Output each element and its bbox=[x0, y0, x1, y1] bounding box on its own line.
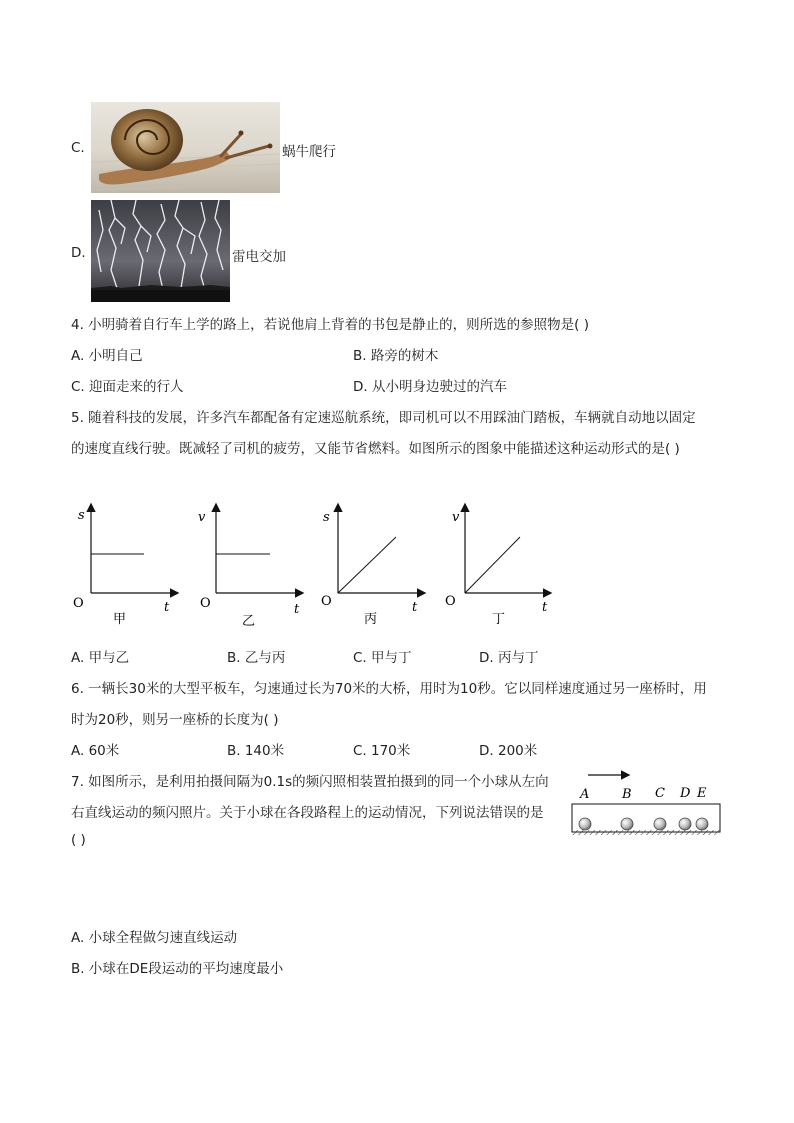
graph-ding-line bbox=[465, 537, 520, 593]
q5-option-b: B. 乙与丙 bbox=[227, 650, 286, 666]
graph-yi-caption: 乙 bbox=[242, 614, 256, 629]
graph-bing-origin: O bbox=[321, 594, 332, 609]
q4-option-c: C. 迎面走来的行人 bbox=[71, 379, 184, 395]
graph-bing bbox=[321, 505, 424, 627]
q6-option-c: C. 170米 bbox=[353, 743, 411, 759]
q5-graphs bbox=[60, 495, 560, 635]
q6-option-d: D. 200米 bbox=[479, 743, 538, 759]
snail-picture bbox=[91, 102, 280, 193]
option-c-letter: C. bbox=[71, 140, 85, 156]
ball-c bbox=[654, 818, 666, 830]
graph-bing-caption: 丙 bbox=[364, 612, 378, 627]
q5-stem-line2: 的速度直线行驶。既减轻了司机的疲劳，又能节省燃料。如图所示的图象中能描述这种运动形式的是( ) bbox=[71, 441, 680, 457]
option-c-caption: 蜗牛爬行 bbox=[282, 144, 336, 160]
q6-option-b: B. 140米 bbox=[227, 743, 285, 759]
q7-option-b: B. 小球在DE段运动的平均速度最小 bbox=[71, 961, 284, 977]
graph-jia bbox=[73, 505, 177, 627]
q5-option-d: D. 丙与丁 bbox=[479, 650, 539, 666]
q4-option-b: B. 路旁的树木 bbox=[353, 348, 439, 364]
q6-stem-line1: 6. 一辆长30米的大型平板车，匀速通过长为70米的大桥，用时为10秒。它以同样速度通过另一座桥时，用 bbox=[71, 681, 707, 697]
graph-ding-xlabel: t bbox=[542, 600, 548, 615]
graph-ding-origin: O bbox=[445, 594, 456, 609]
ball-b bbox=[621, 818, 633, 830]
track-ground bbox=[572, 830, 720, 835]
label-e: E bbox=[697, 786, 707, 801]
ball-d bbox=[679, 818, 691, 830]
q5-stem-line1: 5. 随着科技的发展，许多汽车都配备有定速巡航系统，即司机可以不用踩油门踏板，车辆就自动地以固定 bbox=[71, 410, 696, 426]
lightning-image bbox=[91, 200, 230, 302]
q4-option-d: D. 从小明身边驶过的汽车 bbox=[353, 379, 507, 395]
graph-ding-ylabel: v bbox=[452, 510, 460, 525]
q5-option-c: C. 甲与丁 bbox=[353, 650, 412, 666]
graph-jia-ylabel: s bbox=[78, 508, 85, 523]
q6-option-a: A. 60米 bbox=[71, 743, 120, 759]
graph-ding-caption: 丁 bbox=[492, 612, 506, 627]
graph-bing-line bbox=[338, 537, 396, 593]
q7-stem-line3: ( ) bbox=[71, 832, 86, 848]
label-a: A bbox=[580, 787, 590, 802]
q7-stem-line1: 7. 如图所示，是利用拍摄间隔为0.1s的频闪照相装置拍摄到的同一个小球从左向 bbox=[71, 774, 549, 790]
graph-jia-origin: O bbox=[73, 596, 84, 611]
graph-yi-ylabel: v bbox=[198, 510, 206, 525]
ball-a bbox=[579, 818, 591, 830]
q4-option-a: A. 小明自己 bbox=[71, 348, 143, 364]
q4-stem: 4. 小明骑着自行车上学的路上，若说他肩上背着的书包是静止的，则所选的参照物是( ) bbox=[71, 317, 589, 333]
option-d-letter: D. bbox=[71, 245, 86, 261]
graph-yi bbox=[198, 505, 302, 629]
lightning-picture bbox=[91, 200, 230, 302]
option-d-caption: 雷电交加 bbox=[232, 249, 286, 265]
q7-option-a: A. 小球全程做匀速直线运动 bbox=[71, 930, 238, 946]
label-d: D bbox=[680, 786, 691, 801]
q7-strobe-figure bbox=[568, 766, 726, 838]
label-c: C bbox=[655, 786, 665, 801]
graph-jia-xlabel: t bbox=[164, 600, 170, 615]
graph-bing-ylabel: s bbox=[323, 510, 330, 525]
graph-ding bbox=[445, 505, 550, 627]
graph-jia-caption: 甲 bbox=[113, 612, 127, 627]
graph-yi-xlabel: t bbox=[294, 602, 300, 617]
graph-bing-xlabel: t bbox=[412, 600, 418, 615]
q5-option-a: A. 甲与乙 bbox=[71, 650, 130, 666]
q7-stem-line2: 右直线运动的频闪照片。关于小球在各段路程上的运动情况，下列说法错误的是 bbox=[71, 805, 544, 821]
snail-image bbox=[91, 102, 280, 193]
graph-yi-origin: O bbox=[200, 596, 211, 611]
ball-e bbox=[696, 818, 708, 830]
q6-stem-line2: 时为20秒，则另一座桥的长度为( ) bbox=[71, 712, 279, 728]
label-b: B bbox=[622, 787, 632, 802]
